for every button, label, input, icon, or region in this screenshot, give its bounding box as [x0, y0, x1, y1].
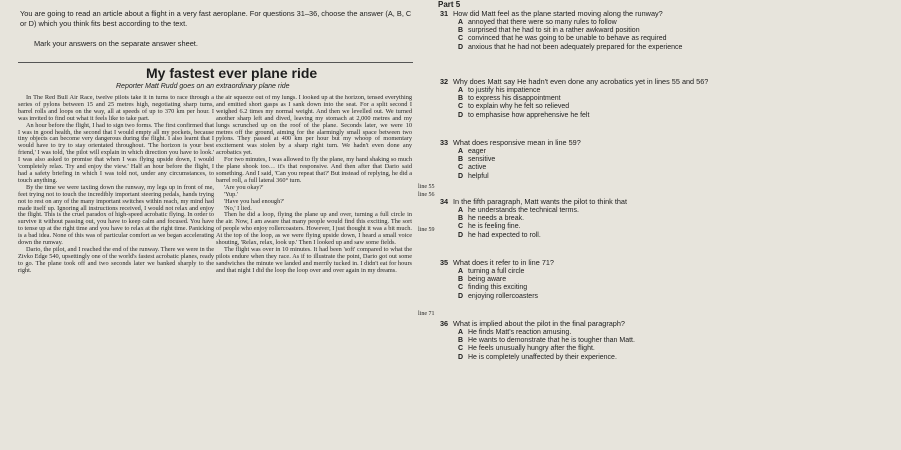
option-c[interactable]: C he is feeling fine.	[458, 223, 521, 231]
question-number: 35	[440, 258, 449, 267]
question-number: 32	[440, 77, 449, 86]
option-a[interactable]: A turning a full circle	[458, 268, 525, 275]
option-b[interactable]: B sensitive	[458, 156, 496, 164]
line-marker: line 59	[418, 227, 435, 233]
article-column-1	[18, 95, 214, 450]
article-byline: Reporter Matt Rudd goes on an extraordinary plane ride	[116, 83, 290, 90]
task-intro: You are going to read an article about a flight in a very fast aeroplane. For questions 31–36, choose the answer (A, B, C or D) which you think fits best according to the text.	[20, 9, 412, 28]
divider	[18, 62, 413, 63]
options	[458, 148, 888, 181]
dialogue-line: 'Have you had enough?'	[224, 197, 285, 205]
line-marker: line 71	[418, 311, 435, 317]
question-text: What is implied about the pilot in the final paragraph?	[453, 319, 625, 328]
question-number: 33	[440, 138, 449, 147]
options	[458, 207, 888, 240]
option-d[interactable]: D he had expected to roll.	[458, 231, 541, 239]
option-b[interactable]: B He wants to demonstrate that he is tougher than Matt.	[458, 337, 635, 345]
option-c[interactable]: C to explain why he felt so relieved	[458, 103, 570, 111]
article-paragraph: An hour before the flight, I had to sign two forms. The first confirmed that I was in good health, the second that I would empty all my pockets, because tiny objects can become very dangerous during the flight. I also learnt that I would have to try to stay orientated throughout. 'The horizon is your best friend,' I was told, 'the pilot will explain in which direction you have to look.' I was also asked to promise that when I was flying upside down, I would 'completely relax. Try and enjoy the view.' Half an hour before the flight, I had a safety briefing in which I was told not, under any circumstances, to touch anything.	[18, 121, 214, 184]
article-paragraph: The flight was over in 10 minutes. It had been 'soft' compared to what the pilots endure when they race. As if to illustrate the point, Dario got out some sandwiches the minute we landed and merrily tucked in. I didn't eat for hours and that night I did the loop the loop over and over again in my dreams.	[216, 245, 412, 274]
line-marker: line 55	[418, 184, 435, 190]
option-d[interactable]: D anxious that he had not been adequately prepared for the experience	[458, 43, 683, 51]
option-a[interactable]: A He finds Matt's reaction amusing.	[458, 329, 572, 336]
options	[458, 87, 888, 120]
options	[458, 268, 888, 301]
question-number: 31	[440, 9, 449, 18]
question-text: Why does Matt say He hadn't even done any acrobatics yet in lines 55 and 56?	[453, 77, 709, 86]
article-column-2	[216, 95, 412, 450]
option-b[interactable]: B to express his disappointment	[458, 95, 561, 103]
option-c[interactable]: C He feels unusually hungry after the flight.	[458, 345, 595, 353]
option-d[interactable]: D to emphasise how apprehensive he felt	[458, 111, 590, 119]
question-text: What does responsive mean in line 59?	[453, 138, 581, 147]
option-b[interactable]: B he needs a break.	[458, 215, 525, 223]
dialogue-line: 'No,' I lied.	[224, 204, 252, 212]
task-instruction: Mark your answers on the separate answer sheet.	[34, 39, 198, 48]
question-number: 34	[440, 197, 449, 206]
option-d[interactable]: D helpful	[458, 172, 489, 180]
question-number: 36	[440, 319, 449, 328]
article-paragraph: For two minutes, I was allowed to fly the plane, my hand shaking so much the plane shook too… it's that responsive. And then after that Dario said something. And I said, 'Can you repeat that?' But instead of replying, he did a barrel roll, a full lateral 360° turn.	[216, 156, 412, 184]
article-paragraph: Dario, the pilot, and I reached the end of the runway. There we were in the Zivko Edge 540, upsettingly one of the world's fastest acrobatic planes, ready to go. The plane took off and two seconds later we banked sharply to the right.	[18, 245, 214, 274]
options	[458, 19, 888, 52]
article-paragraph: In The Red Bull Air Race, twelve pilots take it in turns to race through a series of pylons between 15 and 25 metres high, negotiating sharp turns, barrel rolls and loops on the way, all at speeds of up to 370 km per hour. I was invited to find out what it feels like to take part.	[18, 95, 214, 122]
option-a[interactable]: A he understands the technical terms.	[458, 207, 579, 214]
article-paragraph: the air squeeze out of my lungs. I looked up at the horizon, tensed everything and emitted short gasps as I sank down into the seat. For a split second I weighed 6.2 times my normal weight. And then we levelled out. We turned another sharp left and dived, leaving my stomach at 2,000 metres and my lungs scrunched up on the roof of the plane. Seconds later, we were 10 metres off the ground, aiming for the alarmingly small space between two pylons. They passed at 400 km per hour but my whoop of momentary excitement was stolen by a sharp right turn. We hadn't even done any acrobatics yet.	[216, 95, 412, 157]
question-text: What does it refer to in line 71?	[453, 258, 554, 267]
option-b[interactable]: B being aware	[458, 276, 507, 284]
dialogue-line: 'Yup.'	[224, 190, 238, 198]
question-text: How did Matt feel as the plane started moving along the runway?	[453, 9, 663, 18]
option-a[interactable]: A to justify his impatience	[458, 87, 541, 94]
article-title: My fastest ever plane ride	[146, 65, 318, 81]
option-a[interactable]: A annoyed that there were so many rules to follow	[458, 19, 617, 26]
option-d[interactable]: D He is completely unaffected by their experience.	[458, 353, 617, 361]
option-c[interactable]: C active	[458, 164, 487, 172]
option-d[interactable]: D enjoying rollercoasters	[458, 292, 539, 300]
question-text: In the fifth paragraph, Matt wants the pilot to think that	[453, 197, 628, 206]
option-c[interactable]: C finding this exciting	[458, 284, 528, 292]
option-a[interactable]: A eager	[458, 148, 486, 155]
part-label: Part 5	[438, 0, 461, 9]
article-paragraph: Then he did a loop, flying the plane up and over, turning a full circle in the air. Now, I am aware that many people would find this exciting. The sort of people who enjoy rollercoasters. However, I just thought it was a bit much. At the top of the loop, as we were flying upside down, I heard a small voice shouting, 'Relax, relax, look up.' Then I looked up and saw some fields.	[216, 211, 412, 247]
article-paragraph: By the time we were taxiing down the runway, my legs up in front of me, feet trying not to touch the incredibly important steering pedals, hands trying not to rest on any of the many important switches within reach, my mind had made itself up. Ignoring all instructions received, I would not relax and enjoy the flight. This is the cruel paradox of high-speed acrobatic flying. In order to survive it without passing out, you have to keep calm and focused. You have to tense up at the right time and you have to relax at the right time. Panicking is a bad idea. None of this was of particular comfort as we began accelerating down the runway.	[18, 183, 214, 247]
line-marker: line 56	[418, 192, 435, 198]
option-c[interactable]: C convinced that he was going to be unable to behave as required	[458, 35, 667, 43]
dialogue-line: 'Are you okay?'	[224, 183, 264, 191]
option-b[interactable]: B surprised that he had to sit in a rather awkward position	[458, 27, 640, 35]
options	[458, 329, 888, 362]
